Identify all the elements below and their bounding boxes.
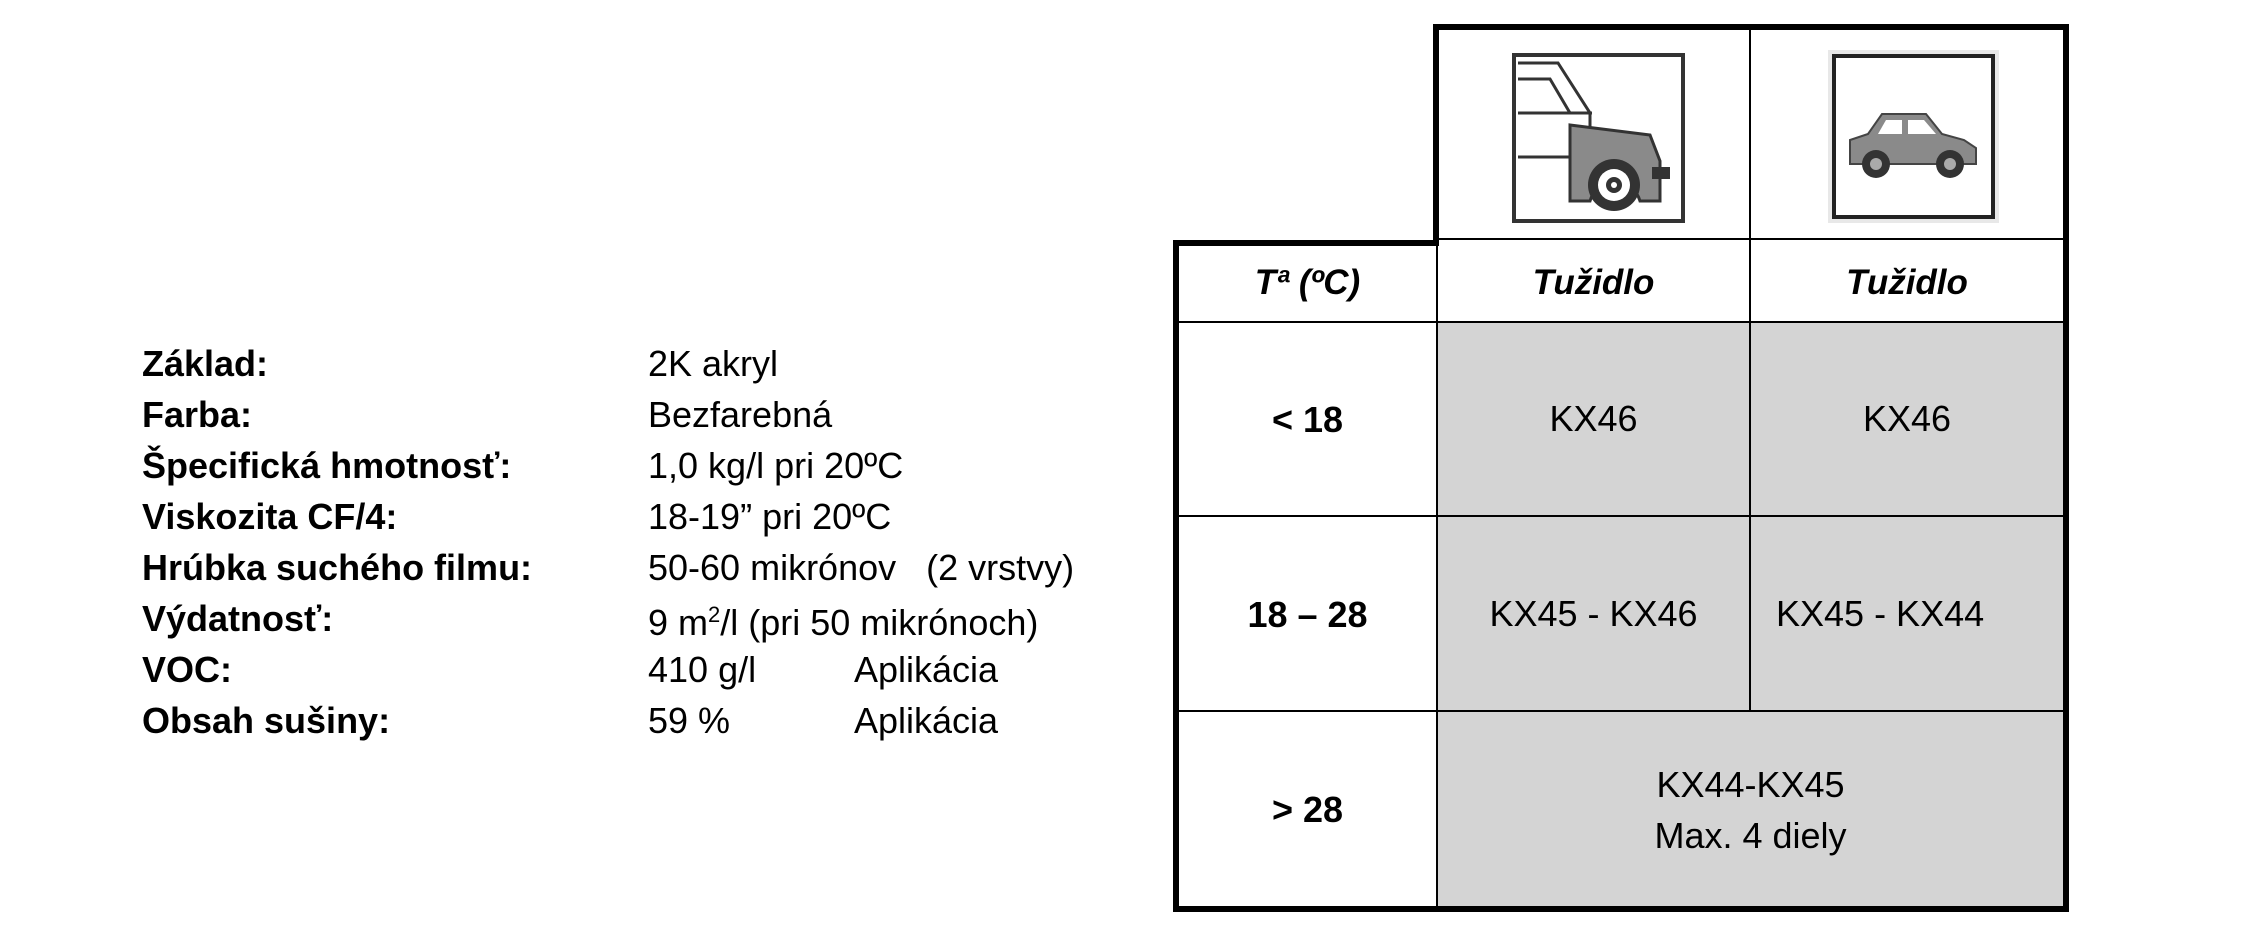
spec-list <box>142 338 1075 746</box>
cell-text: KX45 - KX46 <box>1489 592 1698 634</box>
spec-value: 50-60 mikrónov (2 vrstvy) <box>648 547 1075 588</box>
spec-row-zaklad <box>142 338 998 389</box>
car-icon <box>1826 48 2001 225</box>
table-line-row1-bottom <box>1178 515 2065 517</box>
table-line-col-mid-lower <box>1749 517 1751 710</box>
cell-r2-c1 <box>1437 517 1750 710</box>
spec-row-hrubka <box>142 542 1075 593</box>
cell-r1-c1 <box>1437 322 1750 515</box>
temp-text: 18 – 28 <box>1247 593 1368 635</box>
cell-text: KX46 <box>1549 397 1638 439</box>
header-col2 <box>1750 243 2064 322</box>
temp-row1 <box>1178 322 1437 517</box>
table-border-left <box>1173 240 1179 912</box>
spec-value-pre: 9 m <box>648 602 709 643</box>
table-border-bottom <box>1173 906 2069 912</box>
spec-value: 410 g/l <box>648 649 757 690</box>
table-border-top <box>1433 24 2069 30</box>
temp-text: < 18 <box>1271 398 1344 440</box>
spec-value: 59 % <box>648 700 731 741</box>
spec-row-voc <box>142 644 998 695</box>
temp-row2 <box>1178 517 1437 712</box>
table-line-col-temp <box>1436 240 1438 908</box>
header-text: Tª (ºC) <box>1254 262 1361 302</box>
spec-label: Výdatnosť: <box>142 598 334 639</box>
table-border-right <box>2063 24 2069 912</box>
table-line-col-mid-upper <box>1749 28 1751 515</box>
table-line-row2-bottom <box>1178 710 2065 712</box>
spec-row-hmotnost <box>142 440 998 491</box>
truck-icon <box>1512 53 1685 223</box>
header-text: Tužidlo <box>1846 262 1968 302</box>
spec-label: Základ: <box>142 343 269 384</box>
spec-label: VOC: <box>142 649 232 690</box>
spec-label: Špecifická hmotnosť: <box>142 445 512 486</box>
spec-value <box>648 589 1039 648</box>
temp-row3 <box>1178 712 1437 908</box>
cell-r1-c2 <box>1750 322 2064 515</box>
spec-row-farba <box>142 389 998 440</box>
cell-text: KX45 - KX44 <box>1776 592 1985 634</box>
spec-label: Farba: <box>142 394 253 435</box>
table-border-step <box>1173 240 1439 246</box>
spec-label: Viskozita CF/4: <box>142 496 398 537</box>
spec-label: Hrúbka suchého filmu: <box>142 547 533 588</box>
cell-r3-merged <box>1437 712 2064 908</box>
cell-text-line1: KX44-KX45 <box>1656 764 1845 805</box>
cell-text-line2: Max. 4 diely <box>1654 815 1847 856</box>
spec-value-post: /l (pri 50 mikrónoch) <box>720 602 1039 643</box>
spec-row-viskozita <box>142 491 998 542</box>
table-border-icon-left <box>1433 24 1439 246</box>
table-line-header-bottom <box>1178 321 2065 323</box>
cell-text: KX46 <box>1862 397 1952 439</box>
spec-extra: Aplikácia <box>854 649 999 690</box>
table-line-icon-bottom <box>1438 238 2065 240</box>
spec-row-susina <box>142 695 998 746</box>
spec-value-sup: 2 <box>708 602 721 627</box>
temp-text: > 28 <box>1271 789 1344 830</box>
spec-value: Bezfarebná <box>648 394 833 435</box>
header-temp <box>1178 243 1437 322</box>
header-text: Tužidlo <box>1532 262 1655 302</box>
spec-label: Obsah sušiny: <box>142 700 391 741</box>
spec-value: 2K akryl <box>648 343 779 384</box>
spec-value: 18-19” pri 20ºC <box>648 496 892 537</box>
spec-row-vydatnost <box>142 593 1039 644</box>
spec-value: 1,0 kg/l pri 20ºC <box>648 445 904 486</box>
spec-extra: Aplikácia <box>854 700 999 741</box>
cell-r2-c2 <box>1750 517 2064 710</box>
header-col1 <box>1437 243 1750 322</box>
